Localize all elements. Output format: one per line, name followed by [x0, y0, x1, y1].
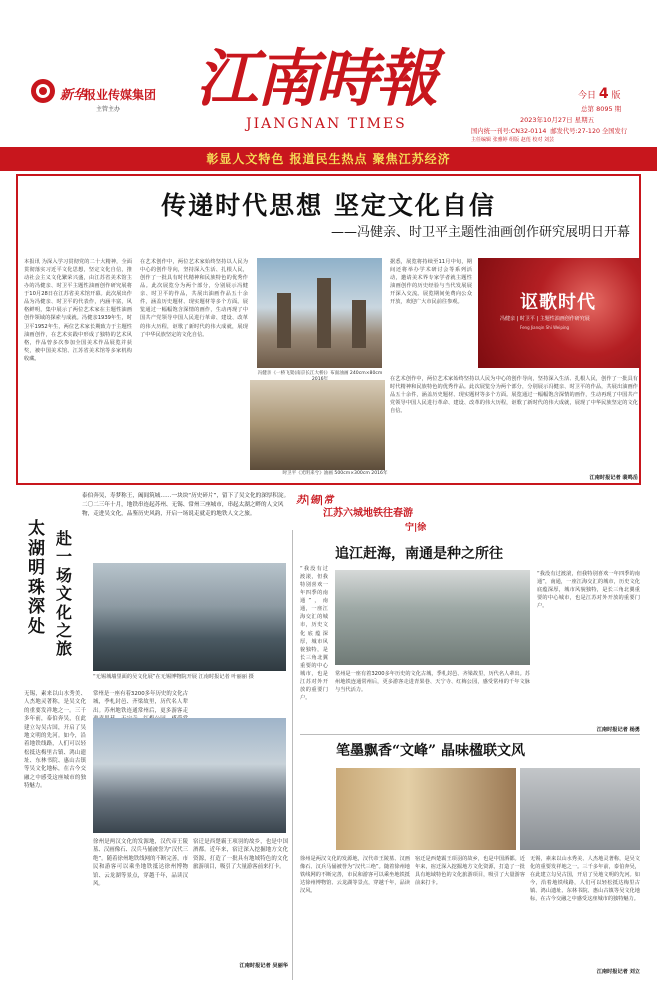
- photo-city: [93, 718, 286, 833]
- row-divider: [300, 734, 640, 735]
- photo-museum: [93, 563, 286, 671]
- lower-col-h: 宿迁是西楚霸王项羽的故乡，也是中国酒都。近年来，宿迁深入挖掘地方文化资源，打造了一批具有地域特色的文化旅游项目，吸引了大量游客前来打卡。: [415, 856, 525, 887]
- lower-col-e: “我没有过渡滚，但我特别喜欢一年四季的南通”，南通，一座江海交汇的城市，历史文化底蕴深厚，城市风貌独特，是长三角北翼重要的中心城市，也是江苏对外开放的重要门户。: [537, 571, 640, 610]
- lower-col-a: 无锡，素来以山水秀美、人杰地灵著称，是吴文化的重要发祥地之一。三千多年前，泰伯奔吴，在此建立勾吴古国，开启了吴地文明的先河。如今，沿着地铁线路，人们可以轻松抵达梅里古镇、鸿山遗址、东林书院、惠山古镇等吴文化地标，在古今交融之中感受这座城市的独特魅力。: [24, 691, 86, 790]
- feature-col-3: 据悉，展览将持续至11月中旬，期间还将举办学术研讨会等系列活动，邀请美术界专家学者就主题性油画创作的历史经验与当代发展展开深入交流。展览期间免费向公众开放，欢迎广大市民前往参观。: [390, 259, 472, 306]
- byline-2: 江南时报记者 杨勇: [596, 727, 640, 733]
- staff-line: 主任编辑 张雅婷 组版 赵莲 校对 刘芸: [471, 137, 554, 143]
- photo-museum-caption: “无锡城墙里面的吴文化展”在无锡博物院开展 江南时报记者 叶丽丽 摄: [93, 674, 254, 680]
- edition-label: 今日: [578, 91, 597, 101]
- poster-title: 讴歌时代: [520, 292, 596, 313]
- lower-col-d: “我没有过渡滚，但我特别喜欢一年四季的南通”，南通，一座江海交汇的城市，历史文化底蕴深厚，城市风貌独特，是长三角北翼重要的中心城市，也是江苏对外开放的重要门户。: [300, 566, 328, 701]
- lower-lead: 泰伯奔吴，寿梦称王，阖闾筑城……一块块“历史碎片”，留下了吴文化的深厚积淀。二〇二三年十月，地铁串连起苏州、无锡、常州三座城市，串起太湖之畔的人文风物，走进吴文化，品鉴历史风韵，开启一场说走就走的地铁人文之旅。: [82, 493, 290, 517]
- newspaper-title: 江南時報: [196, 42, 437, 115]
- painting-bridge: [257, 258, 382, 368]
- nantong-headline: 追江赶海，南通是种之所往: [335, 546, 503, 562]
- lower-col-c: 宿迁是西楚霸王项羽的故乡，也是中国酒都。近年来，宿迁深入挖掘地方文化资源，打造了一批具有地域特色的文化旅游项目，吸引了大量游客前来打卡。: [193, 839, 288, 871]
- section-tag-city: 宁|徐: [405, 523, 427, 533]
- photo-calligraphy: [336, 768, 516, 850]
- slogan: 彰显人文特色 报道民生热点 聚焦江苏经济: [206, 152, 451, 166]
- wenfeng-headline: 笔墨飘香“文峰” 晶味楹联文风: [336, 743, 525, 759]
- photo-nantong: [335, 570, 530, 665]
- issue-number: 总第 8095 期: [581, 105, 622, 113]
- edition-suffix: 版: [611, 91, 621, 101]
- press-sponsor: 主管主办: [96, 106, 121, 113]
- date-line: 2023年10月27日 星期五: [520, 116, 595, 124]
- byline-1: 江南时报记者 吴丽华: [239, 963, 288, 969]
- feature-col-4: 在艺术创作中，两位艺术家始终坚持以人民为中心的创作导向，坚持深入生活、扎根人民，创作了一批具有时代精神和民族特色的优秀作品。此次展览分为两个部分，分别展示冯健亲、时卫平的作品，共展出油画作品五十余件，涵盖历史题材、现实题材等多个方面。展览通过一幅幅饱含深情的画作，生动再现了中国共产党领导中国人民进行革命、建设、改革的伟大历程，讴歌了新时代的伟大成就，展现了中华民族坚定的文化自信。: [390, 376, 638, 415]
- feature-col-1: 本报讯 为深入学习贯彻党的二十大精神，全面贯彻落实习近平文化思想，坚定文化自信，推动社会主义文化繁荣兴盛，由江苏省美术馆主办的冯健亲、时卫平主题性油画创作研究展将于10月28日在江苏省美术馆开幕。此次展出作品为冯健亲、时卫平的代表作，内涵丰富，风格鲜明，集中展示了两位艺术家在主题性油画创作领域的探索与成就。冯健亲1939年生，时卫平1952年生，两位艺术家长期致力于主题性油画创作，在艺术实践中形成了独特的艺术风格，作品曾多次参加全国美术作品展览并获奖，被中国美术馆、江苏省美术馆等多家机构收藏。: [24, 259, 132, 362]
- edition-pages: 4: [598, 86, 609, 102]
- newspaper-title-en: JIANGNAN TIMES: [246, 116, 407, 132]
- feature-headline: 传递时代思想 坚定文化自信: [161, 191, 496, 220]
- lower-col-g: 徐州是两汉文化的发源地，汉代帝王陵墓、汉画像石、汉兵马俑被誉为“汉代三绝”。随着徐州地铁线网的不断完善，市民和游客可以乘坐地铁抵达徐州博物馆、云龙湖等景点，穿越千年，品读汉风。: [300, 856, 410, 895]
- feature-subheadline: ——冯健亲、时卫平主题性油画创作研究展明日开幕: [330, 225, 630, 240]
- press-group-name: 报业传媒集团: [84, 88, 157, 102]
- lower-col-i: 无锡，素来以山水秀美、人杰地灵著称，是吴文化的重要发祥地之一。三千多年前，泰伯奔吴，在此建立勾吴古国，开启了吴地文明的先河。如今，沿着地铁线路，人们可以轻松抵达梅里古镇、鸿山遗址、东林书院、惠山古镇等吴文化地标，在古今交融之中感受这座城市的独特魅力。: [530, 856, 640, 903]
- painting-1-caption: 冯健亲《一桥飞架(南京长江大桥)》布面油画 240cm×80cm: [257, 371, 383, 376]
- feature-byline: 江南时报记者 裴鸣岳: [589, 475, 638, 481]
- lower-col-f: 常州是一座有着3200多年历史的文化古城，季札封邑、齐梁故里，历代名人辈出。苏州地铁连通常州后，更多游客走进青果巷、天宁寺、红梅公园，感受常州的千年文脉与当代活力。: [335, 671, 530, 694]
- feature-col-2: 在艺术创作中，两位艺术家始终坚持以人民为中心的创作导向，坚持深入生活、扎根人民，创作了一批具有时代精神和民族特色的优秀作品。此次展览分为两个部分，分别展示冯健亲、时卫平的作品，共展出油画作品五十余件，涵盖历史题材、现实题材等多个方面。展览通过一幅幅饱含深情的画作，生动再现了中国共产党领导中国人民进行革命、建设、改革的伟大历程，讴歌了新时代的伟大成就，展现了中华民族坚定的文化自信。: [140, 259, 248, 338]
- cn-code: 国内统一刊号:CN32-0114 邮发代号:27-120 全国发行: [471, 128, 628, 135]
- lower-col-b-top: 常州是一座有着3200多年历史的文化古城，季札封邑、齐梁故里，历代名人辈出。苏州地铁连通常州后，更多游客走: [93, 691, 188, 714]
- painting-2-caption: 时卫平《光明来兮》油画 500cm×300cm 2016年: [282, 471, 388, 476]
- section-tag-top: 苏|锡|常: [296, 495, 334, 506]
- lower-col-b: 徐州是两汉文化的发源地，汉代帝王陵墓、汉画像石、汉兵马俑被誉为“汉代三绝”。随着徐州地铁线网的不断完善，市民和游客可以乘坐地铁抵达徐州博物馆、云龙湖等景点，穿越千年，品读汉风。: [93, 839, 188, 887]
- poster-subtitle-en: Feng Jianqin Shi Weiping: [520, 325, 570, 330]
- vertical-title-1: 太湖明珠深处: [28, 519, 45, 637]
- press-logo-icon: [30, 78, 56, 104]
- section-tag-main: 江苏六城地铁往春游: [323, 508, 413, 519]
- vertical-title-2: 赴一场文化之旅: [56, 529, 73, 659]
- byline-3: 江南时报记者 刘立: [596, 969, 640, 975]
- painting-light: [250, 380, 385, 470]
- logo-prefix: 新华: [60, 88, 87, 103]
- edition-count: [578, 86, 621, 102]
- photo-wenfeng: [520, 768, 640, 850]
- column-divider: [292, 530, 293, 980]
- poster-subtitle: 冯健亲 | 时卫平 | 主题性油画创作研究展: [500, 316, 590, 322]
